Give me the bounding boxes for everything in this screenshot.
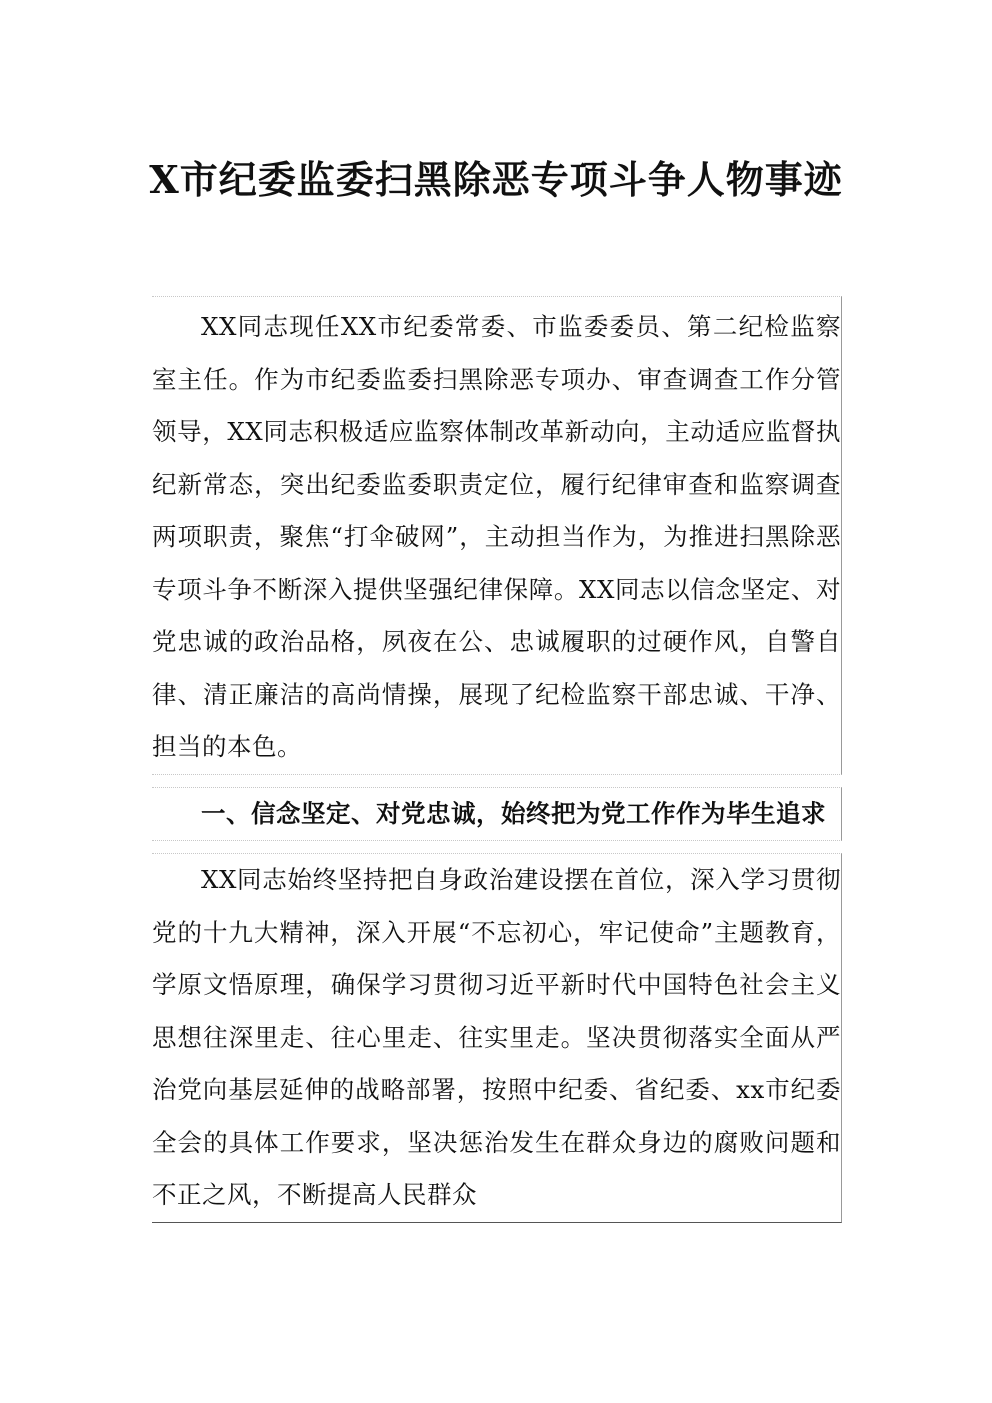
intro-paragraph: XX同志现任XX市纪委常委、市监委委员、第二纪检监察室主任。作为市纪委监委扫黑除恶专项办、审查调查工作分管领导，XX同志积极适应监察体制改革新动向，主动适应监督执纪新常态，突出纪委监委职责定位，履行纪律审查和监察调查两项职责，聚焦“打伞破网”，主动担当作为，为推进扫黑除恶专项斗争不断深入提供坚强纪律保障。XX同志以信念坚定、对党忠诚的政治品格，夙夜在公、忠诚履职的过硬作风，自警自律、清正廉洁的高尚情操，展现了纪检监察干部忠诚、干净、担当的本色。 xyxy=(152,296,842,775)
section-heading-1: 一、信念坚定、对党忠诚，始终把为党工作作为毕生追求 xyxy=(152,787,842,842)
section-1-paragraph: XX同志始终坚持把自身政治建设摆在首位，深入学习贯彻党的十九大精神，深入开展“不忘初心，牢记使命”主题教育，学原文悟原理，确保学习贯彻习近平新时代中国特色社会主义思想往深里走、往心里走、往实里走。坚决贯彻落实全面从严治党向基层延伸的战略部署，按照中纪委、省纪委、xx市纪委全会的具体工作要求，坚决惩治发生在群众身边的腐败问题和不正之风，不断提高人民群众 xyxy=(152,853,842,1223)
document-body xyxy=(152,296,842,1235)
document-title: X市纪委监委扫黑除恶专项斗争人物事迹 xyxy=(149,157,843,202)
